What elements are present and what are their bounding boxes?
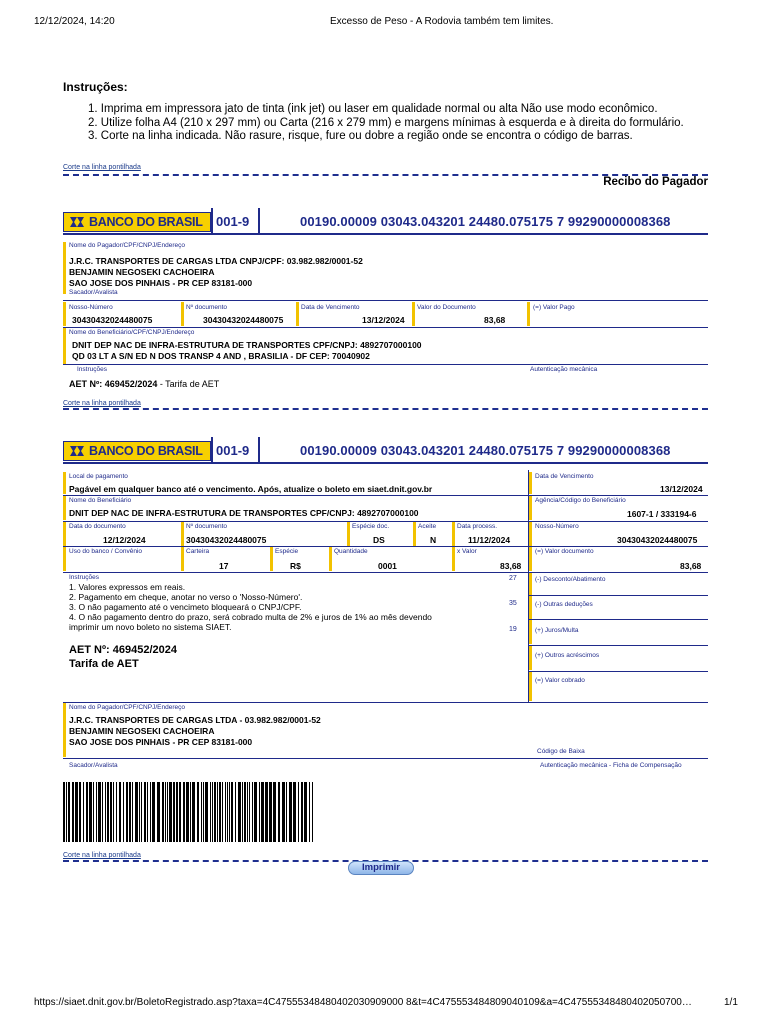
interest-label: (+) Juros/Multa <box>535 627 579 634</box>
instr-ref: 35 <box>509 600 517 607</box>
barcode-bar <box>212 782 213 842</box>
beneficiary-line: DNIT DEP NAC DE INFRA-ESTRUTURA DE TRANSPORTES CPF/CNPJ: 4892707000100 <box>72 340 422 350</box>
field-marker <box>296 302 299 326</box>
accept-value: N <box>430 535 437 545</box>
barcode-bar <box>286 782 287 842</box>
row-rule <box>63 521 708 522</box>
beneficiary-label: Nome do Beneficiário/CPF/CNPJ/Endereço <box>69 329 195 336</box>
barcode-bar <box>98 782 101 842</box>
field-marker <box>529 522 532 546</box>
barcode-bar <box>282 782 285 842</box>
doc-date-label: Data do documento <box>69 523 126 530</box>
doc-num-value: 30430432024480075 <box>203 315 284 325</box>
doc-num-label: Nº documento <box>186 304 228 311</box>
barcode-bar <box>89 782 92 842</box>
barcode-bar <box>201 782 202 842</box>
field-marker <box>529 547 532 571</box>
doc-num-value: 30430432024480075 <box>186 535 267 545</box>
barcode-bar <box>252 782 253 842</box>
barcode-bar <box>105 782 106 842</box>
barcode-bar <box>102 782 103 842</box>
barcode-bar <box>229 782 230 842</box>
barcode-bar <box>173 782 175 842</box>
field-marker <box>63 302 66 326</box>
header-rule <box>63 462 708 464</box>
barcode-bar <box>165 782 166 842</box>
cut-label: Corte na linha pontilhada <box>63 400 141 407</box>
instruction-line: imprimir um novo boleto no sistema SIAET. <box>69 622 232 632</box>
barcode-bar <box>293 782 296 842</box>
payer-line: J.R.C. TRANSPORTES DE CARGAS LTDA CNPJ/CPF: 03.982.982/0001-52 <box>69 256 363 266</box>
field-marker <box>181 547 184 571</box>
barcode-bar <box>238 782 241 842</box>
cut-label: Corte na linha pontilhada <box>63 164 141 171</box>
barcode-bar <box>309 782 310 842</box>
due-label: Data de Vencimento <box>301 304 360 311</box>
agency-label: Agência/Código do Beneficiário <box>535 497 626 504</box>
wallet-value: 17 <box>219 561 229 571</box>
field-marker <box>529 672 532 701</box>
field-marker <box>63 242 66 294</box>
print-datetime: 12/12/2024, 14:20 <box>34 16 115 27</box>
field-marker <box>63 328 66 364</box>
instruction-line: 1. Valores expressos em reais. <box>69 582 186 592</box>
instruction-item: 2. Utilize folha A4 (210 x 297 mm) ou Carta (216 x 279 mm) e margens mínimas à esquerda e à direita do formulário. <box>88 116 684 129</box>
payer-line: BENJAMIN NEGOSEKI CACHOEIRA <box>69 726 215 736</box>
nosso-numero-value: 30430432024480075 <box>72 315 153 325</box>
instructions-text <box>69 582 432 632</box>
field-marker <box>329 547 332 571</box>
instruction-item: 3. Corte na linha indicada. Não rasure, risque, fure ou dobre a região onde se encontra o código de barras. <box>88 130 633 142</box>
field-marker <box>63 496 66 520</box>
barcode-bar <box>63 782 65 842</box>
barcode-bar <box>167 782 168 842</box>
barcode-bar <box>135 782 138 842</box>
receipt-title: Recibo do Pagador <box>603 176 708 188</box>
barcode-bar <box>68 782 70 842</box>
barcode-bar <box>72 782 74 842</box>
bank-logo-icon <box>68 444 86 458</box>
field-marker <box>527 302 530 326</box>
wallet-label: Carteira <box>186 548 210 555</box>
field-marker <box>452 547 455 571</box>
cut-label: Corte na linha pontilhada <box>63 852 141 859</box>
row-rule <box>63 327 708 328</box>
barcode-bar <box>231 782 233 842</box>
barcode-bar <box>119 782 121 842</box>
instructions-list <box>88 103 684 144</box>
barcode-bar <box>144 782 146 842</box>
barcode-bar <box>222 782 223 842</box>
aet-line <box>69 379 219 389</box>
beneficiary-line: QD 03 LT A S/N ED N DOS TRANSP 4 AND , BRASILIA - DF CEP: 70040902 <box>72 351 370 361</box>
bank-logo-icon <box>68 215 86 229</box>
field-marker <box>413 522 416 546</box>
payer-line: SAO JOSE DOS PINHAIS - PR CEP 83181-000 <box>69 278 253 288</box>
payment-place-value: Pagável em qualquer banco até o vencimento. Após, atualize o boleto em siaet.dnit.gov.br <box>69 484 433 494</box>
page-title: Excesso de Peso - A Rodovia também tem limites. <box>330 16 554 27</box>
other-deductions-label: (-) Outras deduções <box>535 601 593 608</box>
aet-number: AET Nº: 469452/2024 <box>69 644 177 656</box>
barcode-bar <box>273 782 276 842</box>
due-label: Data de Vencimento <box>535 473 594 480</box>
field-marker <box>529 620 532 644</box>
species-doc-value: DS <box>373 535 385 545</box>
barcode-bar <box>110 782 112 842</box>
row-rule <box>63 702 708 703</box>
instructions-title: Instruções: <box>63 80 128 94</box>
barcode-bar <box>79 782 81 842</box>
instructions-label: Instruções <box>77 366 107 373</box>
barcode-bar <box>162 782 164 842</box>
field-marker <box>181 522 184 546</box>
barcode-bar <box>210 782 211 842</box>
bank-logo <box>63 441 211 461</box>
barcode-bar <box>249 782 250 842</box>
row-rule <box>529 619 708 620</box>
field-marker <box>63 522 66 546</box>
barcode <box>63 782 315 842</box>
row-rule <box>63 758 708 759</box>
barcode-bar <box>214 782 216 842</box>
due-value: 13/12/2024 <box>362 315 405 325</box>
print-button[interactable]: Imprimir <box>348 861 414 875</box>
bank-logo-text: BANCO DO BRASIL <box>89 215 203 229</box>
barcode-bar <box>169 782 172 842</box>
beneficiary-value: DNIT DEP NAC DE INFRA-ESTRUTURA DE TRANSPORTES CPF/CNPJ: 4892707000100 <box>69 508 419 518</box>
field-marker <box>529 596 532 619</box>
barcode-bar <box>116 782 117 842</box>
instr-ref: 19 <box>509 626 517 633</box>
barcode-bar <box>269 782 272 842</box>
barcode-bar <box>289 782 292 842</box>
field-marker <box>63 472 66 494</box>
guarantor-label: Sacador/Avalista <box>69 762 118 769</box>
field-marker <box>529 646 532 670</box>
barcode-bar <box>126 782 128 842</box>
bank-code: 001-9 <box>216 214 250 229</box>
species-label: Espécie <box>275 548 299 555</box>
instruction-line: 3. O não pagamento até o vencimeto bloqueará o CNPJ/CPF. <box>69 602 302 612</box>
barcode-bar <box>247 782 248 842</box>
barcode-bar <box>304 782 307 842</box>
barcode-bar <box>96 782 97 842</box>
discount-label: (-) Desconto/Abatimento <box>535 576 606 583</box>
row-rule <box>529 595 708 596</box>
field-marker <box>63 547 66 571</box>
barcode-bar <box>312 782 313 842</box>
instruction-item: 1. Imprima em impressora jato de tinta (ink jet) ou laser em qualidade normal ou alta Não use modo econômico. <box>88 103 658 115</box>
accept-label: Aceite <box>418 523 437 530</box>
process-date-value: 11/12/2024 <box>468 535 511 545</box>
barcode-bar <box>235 782 236 842</box>
doc-value-value: 83,68 <box>484 315 506 325</box>
barcode-bar <box>107 782 109 842</box>
barcode-bar <box>261 782 264 842</box>
instruction-line: 4. O não pagamento dentro do prazo, será cobrado multa de 2% e juros de 1% ao mês devendo <box>69 612 432 622</box>
bank-logo-text: BANCO DO BRASIL <box>89 444 203 458</box>
payer-label: Nome do Pagador/CPF/CNPJ/Endereço <box>69 704 185 711</box>
agency-value: 1607-1 / 333194-6 <box>627 509 697 519</box>
barcode-bar <box>259 782 260 842</box>
auth-label: Autenticação mecânica <box>530 366 598 373</box>
payer-line: BENJAMIN NEGOSEKI CACHOEIRA <box>69 267 215 277</box>
row-rule <box>63 546 708 547</box>
barcode-bar <box>192 782 195 842</box>
separator <box>258 437 260 463</box>
barcode-bar <box>219 782 221 842</box>
row-rule <box>63 495 708 496</box>
row-rule <box>63 300 708 301</box>
field-marker <box>529 472 532 494</box>
cut-line <box>63 408 708 410</box>
barcode-bar <box>75 782 78 842</box>
field-marker <box>452 522 455 546</box>
barcode-bar <box>242 782 243 842</box>
nosso-numero-value: 30430432024480075 <box>617 535 698 545</box>
doc-value-label: Valor do Documento <box>417 304 476 311</box>
row-rule <box>63 572 708 573</box>
barcode-bar <box>176 782 178 842</box>
bank-use-label: Uso do banco / Convênio <box>69 548 142 555</box>
row-rule <box>63 364 708 365</box>
barcode-bar <box>244 782 246 842</box>
field-marker <box>181 302 184 326</box>
barcode-bar <box>113 782 114 842</box>
barcode-bar <box>225 782 226 842</box>
guarantor-label: Sacador/Avalista <box>69 289 118 296</box>
barcode-bar <box>227 782 228 842</box>
quantity-value: 0001 <box>378 561 397 571</box>
field-marker <box>529 573 532 595</box>
page-url: https://siaet.dnit.gov.br/BoletoRegistrado.asp?taxa=4C47555348480402030909000 8&t=4C475553484809040109&a=4C475553484804020507​00… <box>34 997 692 1008</box>
payer-line: SAO JOSE DOS PINHAIS - PR CEP 83181-000 <box>69 737 253 747</box>
header-rule <box>63 233 708 235</box>
auth-label: Autenticação mecânica - Ficha de Compensação <box>540 762 682 769</box>
xvalue-label: x Valor <box>457 548 477 555</box>
barcode-bar <box>183 782 185 842</box>
aet-number: AET Nº: 469452/2024 <box>69 379 158 389</box>
paid-label: (=) Valor Pago <box>533 304 575 311</box>
payer-line: J.R.C. TRANSPORTES DE CARGAS LTDA - 03.982.982/0001-52 <box>69 715 321 725</box>
separator <box>258 208 260 234</box>
aet-tariff: Tarifa de AET <box>69 658 139 670</box>
field-marker <box>63 703 66 757</box>
other-additions-label: (+) Outros acréscimos <box>535 652 600 659</box>
digitable-line: 00190.00009 03043.043201 24480.075175 7 99290000008368 <box>300 214 671 229</box>
barcode-bar <box>132 782 133 842</box>
barcode-bar <box>301 782 303 842</box>
nosso-numero-label: Nosso-Número <box>535 523 579 530</box>
payer-label: Nome do Pagador/CPF/CNPJ/Endereço <box>69 242 185 249</box>
barcode-bar <box>254 782 257 842</box>
row-rule <box>529 645 708 646</box>
field-marker <box>347 522 350 546</box>
barcode-bar <box>147 782 148 842</box>
barcode-bar <box>186 782 189 842</box>
doc-date-value: 12/12/2024 <box>103 535 146 545</box>
barcode-bar <box>278 782 280 842</box>
barcode-bar <box>157 782 160 842</box>
instructions-label: Instruções <box>69 574 99 581</box>
species-doc-label: Espécie doc. <box>352 523 390 530</box>
barcode-bar <box>141 782 142 842</box>
due-value: 13/12/2024 <box>660 484 703 494</box>
page-number: 1/1 <box>724 997 738 1008</box>
bank-code: 001-9 <box>216 443 250 458</box>
quantity-label: Quantidade <box>334 548 368 555</box>
field-marker <box>270 547 273 571</box>
barcode-bar <box>129 782 131 842</box>
field-marker <box>412 302 415 326</box>
barcode-bar <box>190 782 191 842</box>
barcode-bar <box>150 782 151 842</box>
process-date-label: Data process. <box>457 523 498 530</box>
instruction-line: 2. Pagamento em cheque, anotar no verso o 'Nosso-Número'. <box>69 592 303 602</box>
bank-logo <box>63 212 211 232</box>
doc-value-label: (=) Valor documento <box>535 548 594 555</box>
barcode-bar <box>205 782 208 842</box>
barcode-bar <box>197 782 199 842</box>
barcode-bar <box>93 782 94 842</box>
barcode-bar <box>217 782 218 842</box>
digitable-line: 00190.00009 03043.043201 24480.075175 7 99290000008368 <box>300 443 671 458</box>
instr-ref: 27 <box>509 575 517 582</box>
row-rule <box>529 671 708 672</box>
barcode-bar <box>139 782 140 842</box>
nosso-numero-label: Nosso-Número <box>69 304 113 311</box>
barcode-bar <box>83 782 84 842</box>
barcode-bar <box>86 782 88 842</box>
charged-label: (=) Valor cobrado <box>535 677 585 684</box>
beneficiary-label: Nome do Beneficiário <box>69 497 132 504</box>
barcode-bar <box>298 782 299 842</box>
barcode-bar <box>179 782 181 842</box>
barcode-bar <box>152 782 155 842</box>
separator <box>211 208 213 234</box>
field-marker <box>529 496 532 520</box>
low-code-label: Código de Baixa <box>537 748 585 755</box>
species-value: R$ <box>290 561 301 571</box>
xvalue-value: 83,68 <box>500 561 522 571</box>
barcode-bar <box>66 782 67 842</box>
doc-value-value: 83,68 <box>680 561 702 571</box>
barcode-bar <box>123 782 124 842</box>
aet-tariff: - Tarifa de AET <box>157 379 220 389</box>
barcode-bar <box>265 782 268 842</box>
barcode-bar <box>203 782 204 842</box>
separator <box>211 437 213 463</box>
payment-place-label: Local de pagamento <box>69 473 128 480</box>
doc-num-label: Nº documento <box>186 523 228 530</box>
